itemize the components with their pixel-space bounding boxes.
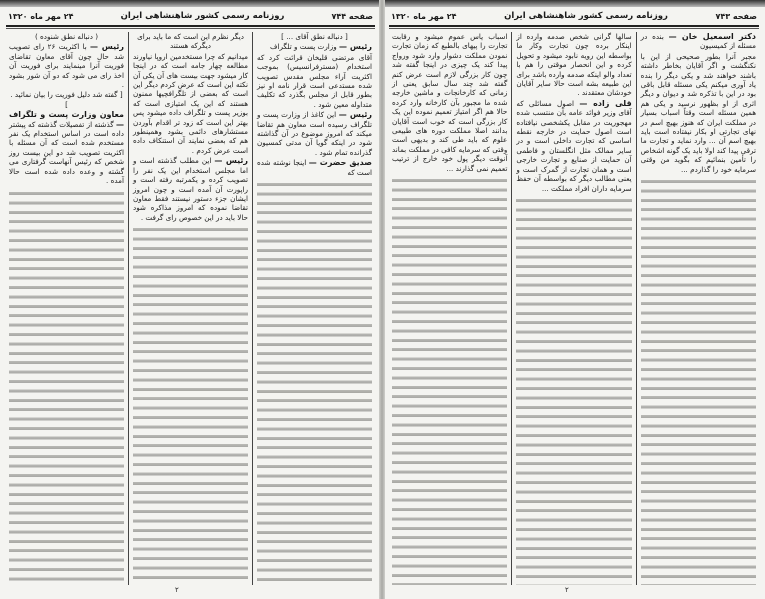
speaker-name: صدیق حضرت — (308, 158, 372, 168)
paragraph-text: اینجا نوشته شده است که (257, 158, 372, 177)
text-continuation (641, 177, 756, 585)
paragraph-text: گذشته از تفصیلات گذشته که پیشتر داده است در اساس استخدام یک نفر مستخدم شده است که آن مسئله با اکثریت تصویب شد دو این بیست روز شخص که رئیس آنهاست گرفتاری می گشته و وعده داده شده است حالا آمده . (9, 119, 124, 186)
columns (388, 32, 760, 585)
newspaper-title: روزنامه رسمی کشور شاهنشاهی ایران (120, 11, 285, 21)
page-gutter (379, 0, 385, 599)
speaker-name: رئیس — (214, 156, 249, 166)
header-rule (389, 28, 759, 29)
newspaper-title: روزنامه رسمی کشور شاهنشاهی ایران (504, 11, 668, 21)
text-continuation (9, 189, 124, 586)
paragraph (257, 42, 372, 51)
paragraph-text: بنده در مسئله از کمیسیون (640, 32, 756, 51)
speaker-name: قلی زاده — (579, 98, 632, 108)
footer-mark: ۲ (175, 586, 179, 594)
text-column (253, 32, 376, 585)
paragraph-text: این مطلب گذشته است و اما مجلس استخدام این یک نفر را تصویب کرده و یکمرتبه رفته است و راپورت آن آمده است و چون امروز ایشان جزء دستور نیستند فقط معاون تقاضا نموده که امروز مذاکره شود حالا باید در این خصوص رای گرفت . (133, 156, 248, 222)
speaker-name: رئیس — (90, 42, 124, 52)
caption-line: [ گفته شد دلیل فوریت را بیان نمائید . ] (10, 90, 123, 109)
page-header (8, 9, 373, 23)
text-column (5, 32, 129, 585)
paragraph (133, 156, 248, 222)
footer-mark: ۲ (565, 586, 569, 594)
issue-date: ۲۴ مهر ماه ۱۳۲۰ (8, 11, 74, 21)
paragraph-text: وزارت پست و تلگراف (270, 42, 337, 52)
paragraph: سالها گرانی شخص صدمه وارده از اینکار برده چون تجارت وکار ما بواسطه این رویه نابود میشود و تحویل کرده و این انحصار موقتی را هم با تعداد والو اینکه صدمه وارده باشد برای این طبیعه بشه است حالا سایر آقایان خودشان معتقدند . (516, 32, 632, 98)
text-column (388, 32, 512, 585)
paragraph: مجبر آنرا بطور صحیحی از این با نکنگشت و اگر آقایان بخاطر داشته باشند خواهند شد و یکی دیگر را بنده یاد آوری میکنم یکی مسئله قابل باقی بود در این با تذکره شد و دیوان و دیگر اثری از او بظهور نرسید و یکی هم همین مسئله است وقتاً اسباب بسیار در مملکت ایران که هنوز بهیچ اسم در نهای تجارتی او بکار نیفتاده است باید بهیچ اسم آن ... وارد نماید و تجارت ما ترقی پیدا کند اولا باید یک گونه اشخاص را تأمین بنمائیم که بگوید من وقتی سرمایه خود را گذاردم ... (640, 51, 756, 174)
issue-date: ۲۴ مهر ماه ۱۳۲۰ (391, 11, 457, 21)
caption-line: ( دنباله نطق شنوده ) (34, 32, 99, 41)
caption-line: دیگر نظرم این است که ما باید برای دیگرکه هستند (137, 32, 244, 51)
text-column (637, 32, 760, 585)
right-page (383, 0, 765, 599)
paragraph (9, 110, 124, 185)
speaker-name: رئیس — (339, 42, 372, 52)
speaker-name: رئیس — (338, 110, 373, 120)
left-page (0, 0, 381, 599)
paragraph (641, 32, 756, 51)
text-column (129, 32, 253, 585)
paragraph: میدانیم که چرا مستخدمین اروپا نیاورند مطالعه چهار جامه است که در اینجا کار میشود جهت بیست های آن یکی آن نکته این است که عرض کردم دیگر این است که بعضی از تلگرافچیها ممنون هستند که این یک امتیازی است که بوزیر پست و تلگراف داده میشود پس بهتر این است که زود تر اقدام بآوردن مستشارهای دائمی بشود وهمینطور هم که بعضی نمایند آن استنکاف داده است عرض کردم . (133, 51, 248, 155)
paragraph-text: این کاغذ از وزارت پست و تلگراف رسیده است معاون هم تقاضا میکند که امروز موضوع در آن گذاشته شود در اینکه گویا آن مدتی کمسیون گذرانده تمام شود . (257, 110, 372, 157)
page-number: صفحه ۷۴۴ (331, 11, 373, 21)
header-rule (389, 25, 759, 27)
paragraph (257, 158, 372, 177)
speaker-name: دکتر اسمعیل خان — (668, 32, 756, 41)
speaker-name: معاون وزارت پست و تلگراف — (9, 110, 124, 129)
paragraph-text: اصول مسائلی که آقای وزیر فوائد عامه بآن منتسب شده مهجوریت در مقابل یکشخصی نیافتاده است اصول حمایت در خارجه نقطه اساسی که تجارت داخلی است و در سایر ممالک مثل انگلستان و فاطمی آن حمایت از صنایع و تجارت خارجی است و همان تجارت از گمرک است و یعنی مطالب دیگر که بواسطه آن حفظ سرمایه داران افراد مملکت ... (516, 98, 632, 193)
columns (5, 32, 376, 585)
paragraph (516, 99, 631, 193)
text-continuation (516, 196, 631, 585)
text-continuation (133, 225, 248, 585)
paragraph-text: با اکثریت ۲۶ رای تصویب شد حال چون آقای معاون تقاضای فوریت آنرا مینمایند برای فوریت آن اخذ رای می شود که دو آن شور بشود . (9, 42, 124, 90)
page-header (391, 9, 757, 23)
paragraph (9, 42, 124, 89)
header-rule (6, 28, 375, 29)
text-continuation (257, 180, 372, 585)
page-number: صفحه ۷۴۳ (715, 11, 757, 21)
header-rule (6, 25, 375, 27)
paragraph: اسباب یاس عموم میشود و رقابت تجارت را پیهای بالطبع که زمان تجارت نمودن مملکت دشوار وارد شود ورواج پیدا کند یک چیزی در اینجا گفته شد چون کار بزرگی لازم است عرض کنم گفته شد چند سال سابق یعنی از زمانی که کارخانجات و ماشین خارجه شده ما مجبور بآن کارخانه وارد کرده حالا هم اگر امتیاز تعمیم نموده این یک کار بزرگی است که خوب است آقایان بدانند اصلا مملکت دوره های طبیعی علوم که باید طی کند و بدیهی است وقتی که سرمایه کافی در مملکت بماند آنوقت دیگر پول خود خارج از ترتیب تعمیم نمی گذارند ... (392, 32, 508, 173)
paragraph: آقای مرتضی قلیخان قرائت کرد که استخدام (مسترفرانسیس) بموجب اکثریت آراء مجلس مقدس تصویب شده مستدعی است قرار نامه او نیز بطور قابل از مجلس بگذرد که تکلیف متداوله معین شود . (257, 52, 372, 109)
paragraph (257, 110, 372, 157)
text-continuation (392, 176, 507, 585)
text-column (512, 32, 636, 585)
caption-line: [ دنباله نطق آقای ... ] (281, 32, 348, 41)
